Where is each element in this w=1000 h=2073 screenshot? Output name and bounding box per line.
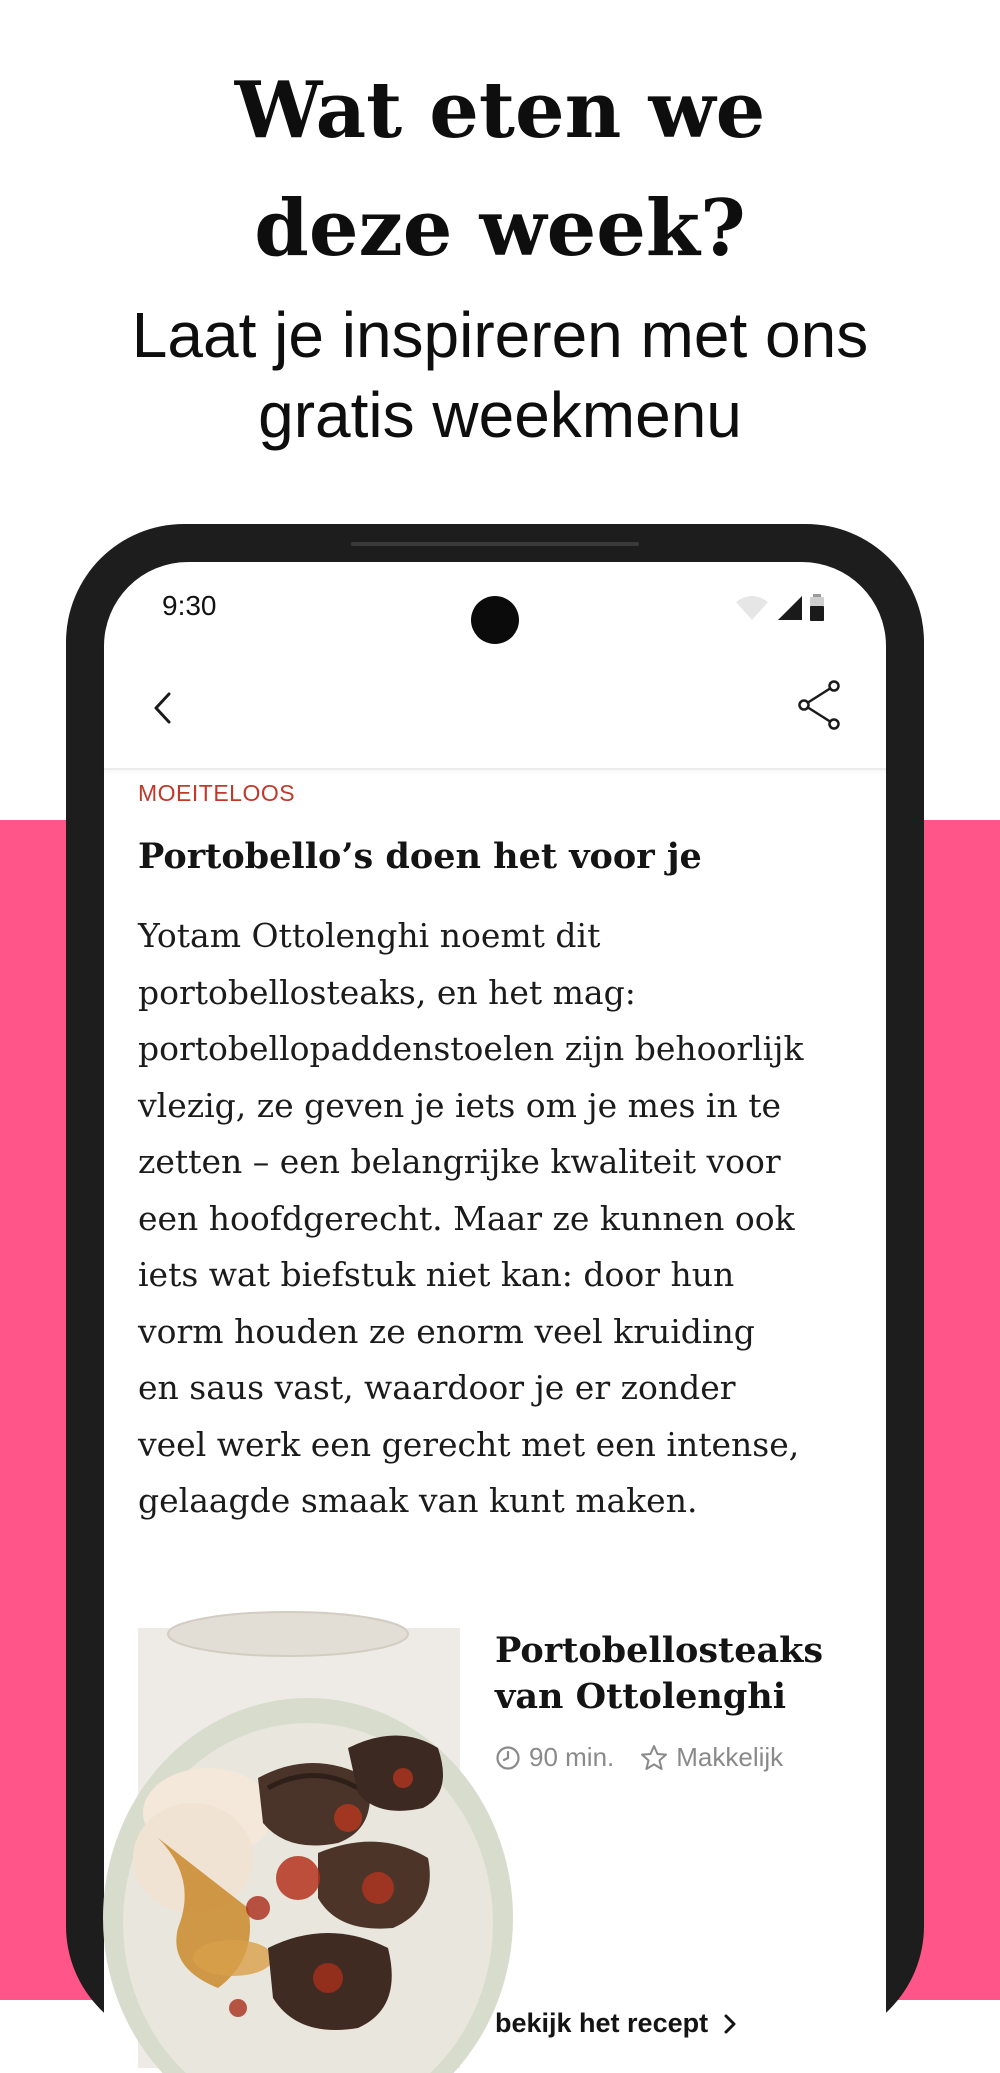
signal-icon [778, 596, 802, 620]
app-bar [104, 650, 886, 770]
phone-screen [104, 562, 886, 2062]
article-body-line: veel werk een gerecht met een intense, [138, 1424, 800, 1464]
phone-frame [66, 524, 924, 2044]
view-recipe-label: bekijk het recept [495, 2008, 709, 2038]
chevron-left-icon [144, 688, 184, 728]
article-body-line: gelaagde smaak van kunt maken. [138, 1481, 698, 1520]
article-kicker: MOEITELOOS [138, 780, 296, 806]
promo-title-line-2: deze week? [254, 183, 746, 274]
recipe-difficulty-value: Makkelijk [676, 1742, 784, 1772]
recipe-time [495, 1742, 614, 1773]
recipe-difficulty [640, 1742, 783, 1773]
article-body-line: portobellosteaks, en het mag: [138, 972, 636, 1012]
share-icon [796, 680, 842, 730]
chevron-right-icon [722, 2013, 738, 2035]
promo-subtitle-line-2: gratis weekmenu [258, 379, 742, 451]
status-icons [732, 592, 828, 622]
article-body-line: portobellopaddenstoelen zijn behoorlijk [138, 1029, 804, 1068]
article-body-line: iets wat biefstuk niet kan: door hun [138, 1255, 735, 1294]
star-icon [640, 1744, 668, 1772]
recipe-image[interactable] [138, 1628, 460, 2068]
battery-icon [810, 594, 824, 621]
recipe-info [495, 1628, 858, 1773]
front-camera [471, 596, 519, 644]
article-body-line: zetten – een belangrijke kwaliteit voor [138, 1142, 781, 1181]
promo-title-line-1: Wat eten we [234, 65, 766, 156]
article-body-line: vlezig, ze geven je iets om je mes in te [138, 1085, 782, 1125]
article-body [138, 908, 858, 1530]
wifi-icon [736, 596, 768, 620]
clock-icon [495, 1745, 521, 1771]
phone-speaker [351, 542, 639, 546]
article-headline: Portobello’s doen het voor je [138, 836, 702, 877]
article-body-line: en saus vast, waardoor je er zonder [138, 1368, 736, 1407]
recipe-title[interactable] [495, 1628, 858, 1720]
back-button[interactable] [144, 688, 184, 728]
recipe-meta [495, 1742, 858, 1773]
status-bar [104, 562, 886, 650]
view-recipe-link[interactable] [495, 2008, 738, 2039]
share-button[interactable] [796, 680, 842, 730]
promo-subtitle [0, 295, 1000, 455]
article-body-line: vorm houden ze enorm veel kruiding [138, 1311, 755, 1351]
article-body-line: Yotam Ottolenghi noemt dit [138, 916, 601, 955]
promo-title [0, 52, 1000, 288]
article-body-line: een hoofdgerecht. Maar ze kunnen ook [138, 1198, 795, 1238]
promo-subtitle-line-1: Laat je inspireren met ons [131, 299, 869, 371]
recipe-title-line-1: Portobellosteaks [495, 1630, 824, 1671]
recipe-card[interactable] [138, 1628, 858, 2068]
recipe-time-value: 90 min. [529, 1742, 615, 1772]
status-time: 9:30 [162, 590, 217, 621]
recipe-title-line-2: van Ottolenghi [495, 1676, 787, 1717]
